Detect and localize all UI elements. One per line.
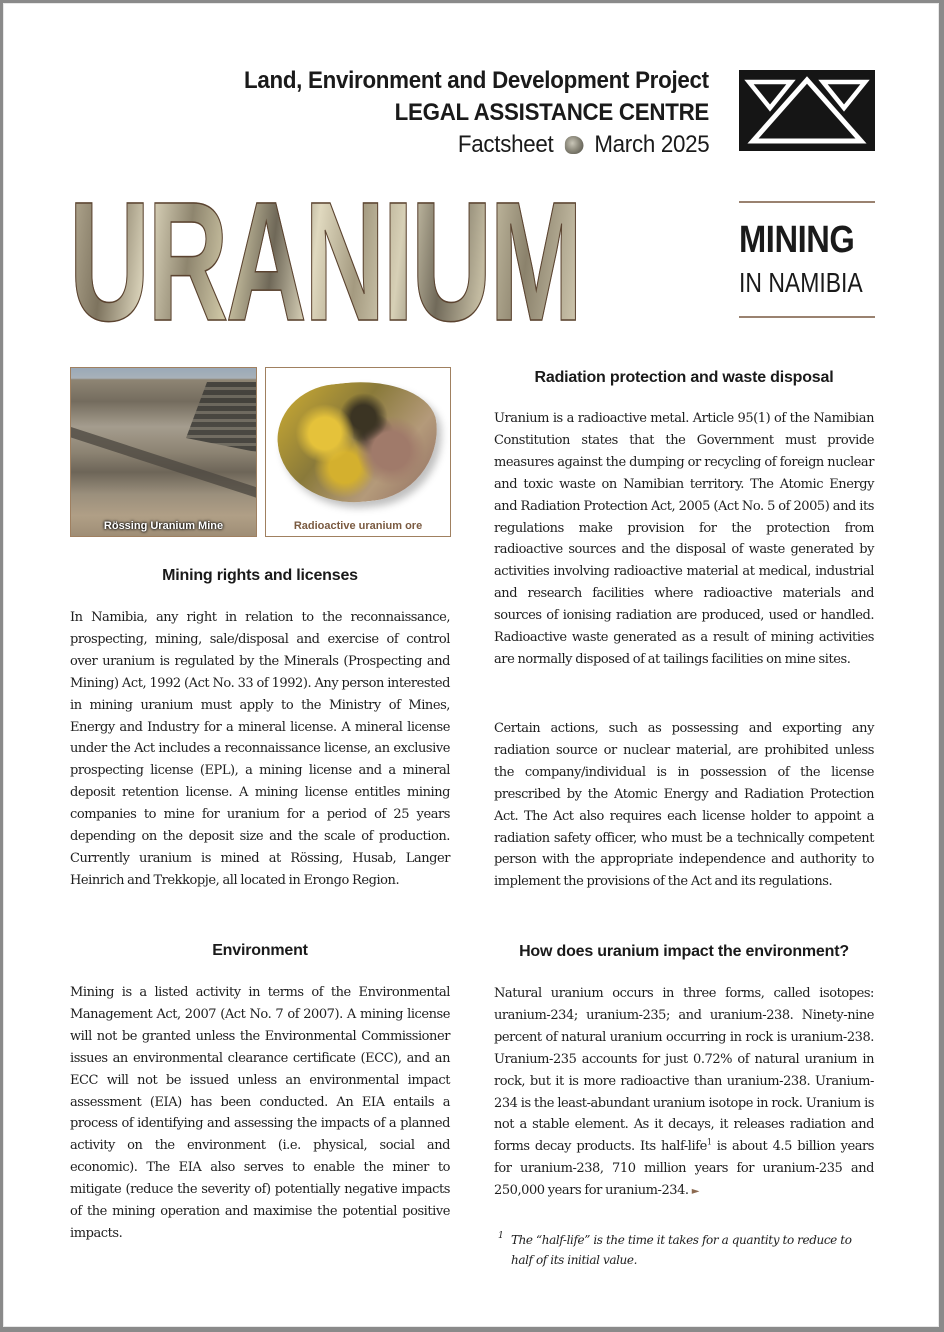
rossing-mine-photo — [70, 367, 257, 537]
photo-caption: Radioactive uranium ore — [293, 520, 423, 532]
triangles-logo-icon — [739, 70, 875, 151]
photo-caption: Rössing Uranium Mine — [103, 520, 224, 532]
ore-rock-graphic — [272, 374, 444, 510]
rock-icon — [564, 136, 583, 154]
continue-arrow-icon: ► — [691, 1186, 700, 1198]
subtitle-mining: MINING — [739, 219, 855, 261]
factsheet-date-line — [457, 131, 709, 159]
publication-date: March 2025 — [593, 131, 709, 158]
heading-mining-rights: Mining rights and licenses — [162, 567, 358, 584]
paragraph-mining-rights: In Namibia, any right in relation to the reconnaissance, prospecting, mining, sale/disposal and exercise of control over uranium is regulated by the Minerals (Prospecting and Mining) Act, 1992 (Act No. 33 of 1992). Any person interested in mining uranium must apply to the Ministry of Mines, Energy and Industry for a mineral license. A mineral license under the Act includes a reconnaissance license, an exclusive prospecting license (EPL), a mining license and a mineral deposit retention license. A mining license entitles mining companies to mine for uranium for a period of 25 years depending on the deposit size and the scale of production. Currently uranium is mined at Rössing, Husab, Langer Heinrich and Trekkopje, all located in Erongo Region. — [70, 610, 450, 888]
paragraph-radiation-2: Certain actions, such as possessing and exporting any radiation source or nuclear material, are prohibited unless the company/individual is in possession of the license prescribed by the Atomic Energy and Radiation Protection Act. The Act also requires each license holder to appoint a radiation safety officer, who must be a technically competent person with the appropriate independence and authority to implement the provisions of the Act and its regulations. — [494, 721, 874, 890]
paragraph-text: Natural uranium occurs in three forms, called isotopes: uranium-234; uranium-235; and uranium-238. Ninety-nine percent of natural uranium occurring in rock is uranium-238. Uranium-235 accounts for just 0.72% of natural uranium in rock, but it is more radioactive than uranium-238. Uranium-234 is the least-abundant uranium isotope in rock. Uranium is not a stable element. As it decays, it releases radiation and forms decay products. Its half-life — [494, 986, 874, 1155]
title-rule-bottom — [739, 316, 875, 318]
paragraph-environment: Mining is a listed activity in terms of the Environmental Management Act, 2007 (Act No. 7 of 2007). A mining license will not be granted unless the Environmental Commissioner issues an environmental clearance certificate (ECC), and an ECC will not be issued unless an environmental impact assessment (EIA) has been conducted. An EIA entails a process of identifying and assessing the impacts of a planned activity on the environment (i.e. physical, social and economic). The EIA also serves to enable the miner to mitigate (reduce the severity of) potentially negative impacts of the mining operation and maximise the potential positive impacts. — [70, 985, 450, 1241]
heading-radiation-protection: Radiation protection and waste disposal — [534, 369, 834, 386]
uranium-ore-photo — [265, 367, 451, 537]
footnote-ref: 1 — [706, 1138, 712, 1148]
subtitle-in-namibia: IN NAMIBIA — [739, 267, 863, 298]
mine-terraces-graphic — [186, 382, 256, 452]
heading-uranium-impact: How does uranium impact the environment? — [519, 943, 849, 960]
footnote-mark: 1 — [498, 1231, 504, 1241]
heading-environment: Environment — [212, 942, 308, 959]
footnote — [494, 1230, 874, 1270]
paragraph-uranium-impact — [494, 983, 874, 1203]
project-name: Land, Environment and Development Project — [244, 67, 709, 94]
paragraph-text-continued: is about 4.5 billion years for uranium-238, 710 million years for uranium-235 and 250,000 years for uranium-234. — [494, 1139, 874, 1199]
doc-type: Factsheet — [457, 131, 553, 158]
title-rule-top — [739, 201, 875, 203]
paragraph-radiation-1: Uranium is a radioactive metal. Article 95(1) of the Namibian Constitution states that the Government must provide measures against the dumping or recycling of foreign nuclear and toxic waste on Namibian territory. The Atomic Energy and Radiation Protection Act, 2005 (Act No. 5 of 2005) and its regulations make provision for the protection from radioactive sources and the disposal of waste generated by activities involving radioactive material at medical, industrial and research facilities where radioactive materials and sources of ionising radiation are produced, used or handled. Radioactive waste generated as a result of mining activities are normally disposed of at tailings facilities on mine sites. — [494, 411, 874, 667]
footnote-text: The “half-life” is the time it takes for a quantity to reduce to half of its initial value. — [511, 1233, 852, 1267]
main-title: URANIUM — [69, 167, 581, 357]
organisation-name: LEGAL ASSISTANCE CENTRE — [394, 99, 709, 126]
factsheet-page — [3, 3, 939, 1327]
